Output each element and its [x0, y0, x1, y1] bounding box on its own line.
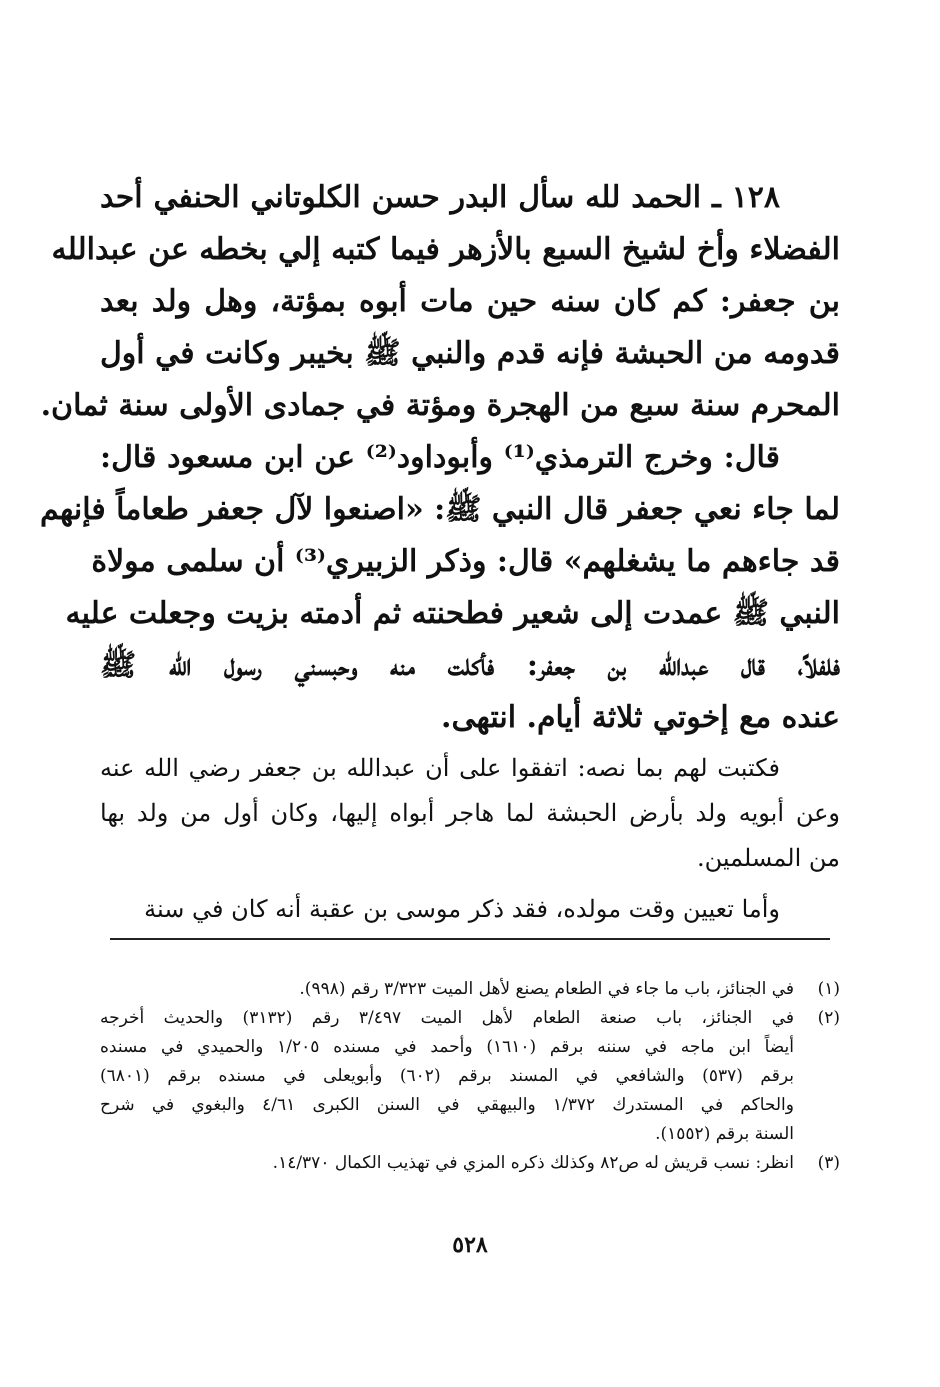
footnote-line: أيضاً ابن ماجه في سننه برقم (١٦١٠) وأحمد في مسنده ١/٢٠٥ والحميدي في مسنده	[100, 1037, 795, 1057]
text-line: قال: وخرج الترمذي⁽¹⁾ وأبوداود⁽²⁾ عن ابن مسعود قال:	[100, 440, 780, 475]
text-line: ١٢٨ ـ الحمد لله سأل البدر حسن الكلوتاني الحنفي أحد	[100, 180, 780, 215]
footnote-number: (١)	[817, 979, 840, 999]
footnote-line: في الجنائز، باب صنعة الطعام لأهل الميت ٣/٤٩٧ رقم (٣١٣٢) والحديث أخرجه	[100, 1008, 795, 1028]
footnote	[100, 1004, 840, 1149]
main-text	[40, 172, 840, 744]
text-line: قد جاءهم ما يشغلهم» قال: وذكر الزبيري⁽³⁾ أن سلمى مولاة	[91, 544, 840, 579]
footnote-number: (٢)	[817, 1008, 840, 1028]
text-line: من المسلمين.	[697, 844, 840, 872]
text-line: الفضلاء وأخ لشيخ السبع بالأزهر فيما كتبه إلي بخطه عن عبدالله	[51, 232, 840, 267]
footnote	[100, 975, 840, 1004]
footnote-line: السنة برقم (١٥٥٢).	[655, 1124, 794, 1144]
footnote-line: والحاكم في المستدرك ١/٣٧٢ والبيهقي في السنن الكبرى ٤/٦١ والبغوي في شرح	[100, 1095, 794, 1115]
footnote-separator	[110, 938, 830, 940]
footnote-line: في الجنائز، باب ما جاء في الطعام يصنع لأهل الميت ٣/٣٢٣ رقم (٩٩٨).	[299, 979, 794, 999]
text-line: وعن أبويه ولد بأرض الحبشة لما هاجر أبواه إليها، وكان أول من ولد بها	[100, 799, 840, 827]
page-number: ٥٢٨	[452, 1232, 488, 1258]
text-line: قدومه من الحبشة فإنه قدم والنبي ﷺ بخيبر وكانت في أول	[100, 336, 840, 371]
footnote-line: برقم (٥٣٧) والشافعي في المسند برقم (٦٠٢) وأبويعلى في مسنده برقم (٦٨٠١)	[100, 1066, 794, 1086]
text-line: عنده مع إخوتي ثلاثة أيام. انتهى.	[441, 700, 840, 735]
text-line: وأما تعيين وقت مولده، فقد ذكر موسى بن عقبة أنه كان في سنة	[144, 895, 780, 923]
text-line: النبي ﷺ عمدت إلى شعير فطحنته ثم أدمته بزيت وجعلت عليه	[65, 596, 840, 631]
footnote-line: انظر: نسب قريش له ص٨٢ وكذلك ذكره المزي في تهذيب الكمال ١٤/٣٧٠.	[272, 1153, 794, 1173]
text-line: لما جاء نعي جعفر قال النبي ﷺ: «اصنعوا لآل جعفر طعاماً فإنهم	[40, 492, 840, 527]
footnote-number: (٣)	[817, 1153, 840, 1173]
footnotes	[100, 975, 840, 1178]
answer-text	[100, 746, 840, 932]
footnote	[100, 1149, 840, 1178]
text-line: بن جعفر: كم كان سنه حين مات أبوه بمؤتة، وهل ولد بعد	[100, 284, 840, 319]
text-line: المحرم سنة سبع من الهجرة ومؤتة في جمادى الأولى سنة ثمان.	[40, 388, 840, 423]
text-line: فكتبت لهم بما نصه: اتفقوا على أن عبدالله بن جعفر رضي الله عنه	[100, 754, 780, 782]
text-line: فلفلاً، قال عبدالله بن جعفر: فأكلت منه وحبسني رسول الله ﷺ	[100, 648, 840, 683]
